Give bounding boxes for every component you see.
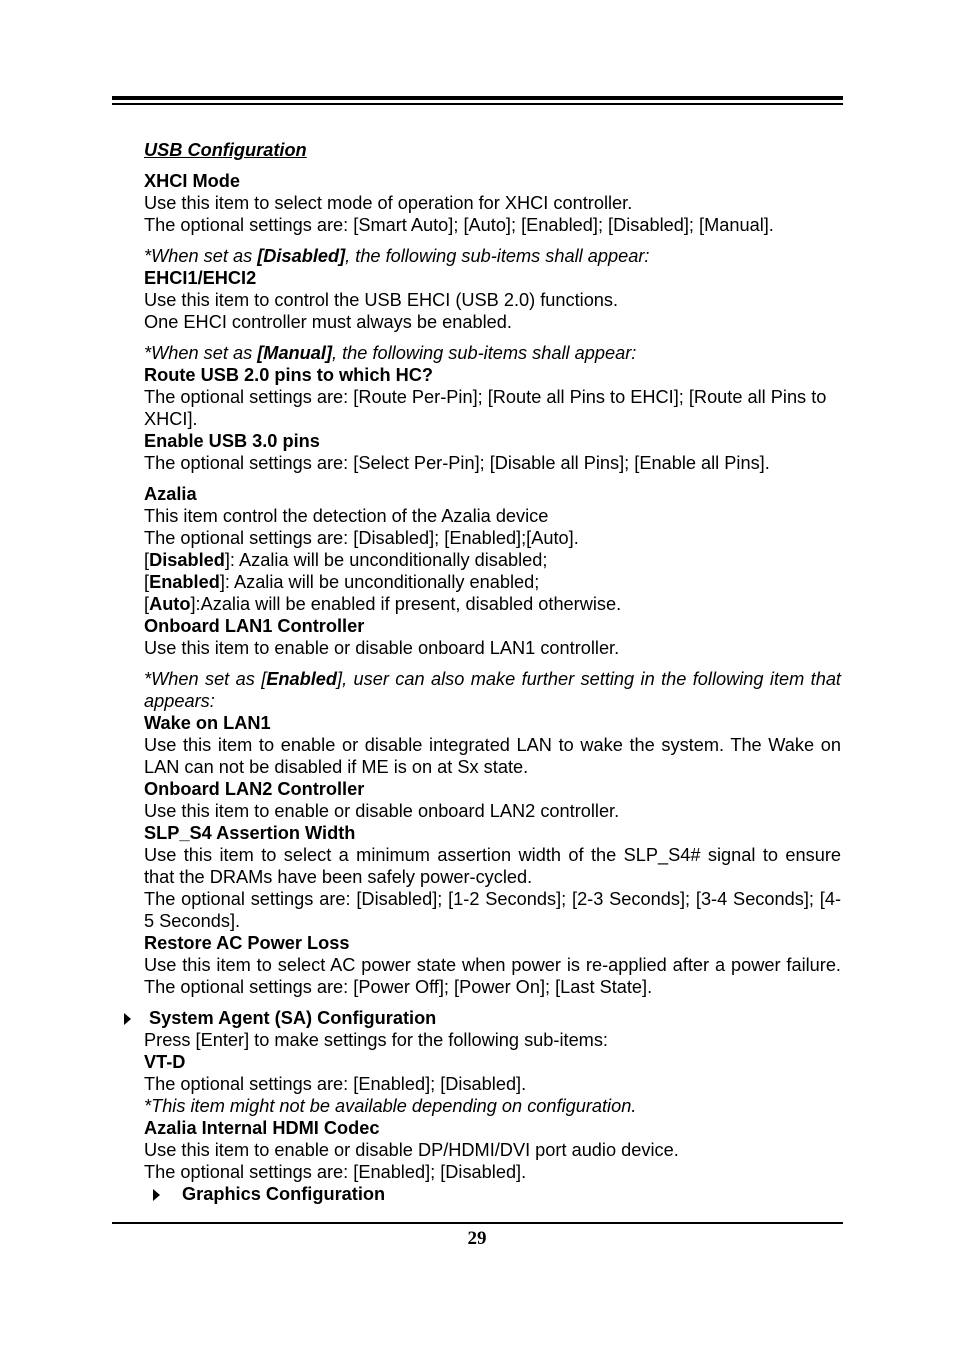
lan1-desc: Use this item to enable or disable onboard LAN1 controller. xyxy=(144,638,620,658)
wol-title: Wake on LAN1 xyxy=(144,713,271,733)
section-title: USB Configuration xyxy=(144,140,307,160)
azalia-title: Azalia xyxy=(144,484,197,504)
page-number: 29 xyxy=(467,1228,487,1249)
usb3-options: The optional settings are: [Select Per-Pin]; [Disable all Pins]; [Enable all Pins]. xyxy=(144,453,770,473)
azalia-opt-disabled: [Disabled]: Azalia will be unconditionally disabled; xyxy=(144,550,548,570)
hdmi-options: The optional settings are: [Enabled]; [Disabled]. xyxy=(144,1162,527,1182)
route-usb-title: Route USB 2.0 pins to which HC? xyxy=(144,365,433,385)
triangle-right-icon xyxy=(153,1189,160,1201)
header-rule-thin xyxy=(112,103,843,105)
xhci-mode-options: The optional settings are: [Smart Auto]; [Auto]; [Enabled]; [Disabled]; [Manual]. xyxy=(144,215,774,235)
hdmi-desc: Use this item to enable or disable DP/HDMI/DVI port audio device. xyxy=(144,1140,679,1160)
slp-options: The optional settings are: [Disabled]; [1-2 Seconds]; [2-3 Seconds]; [3-4 Seconds]; [4-5 Seconds]. xyxy=(144,889,841,931)
azalia-opt-enabled: [Enabled]: Azalia will be unconditionally enabled; xyxy=(144,572,540,592)
header-rule-thick xyxy=(112,96,843,100)
sa-heading xyxy=(144,1007,841,1029)
vtd-title: VT-D xyxy=(144,1052,186,1072)
sa-title: System Agent (SA) Configuration xyxy=(149,1008,437,1028)
graphics-title: Graphics Configuration xyxy=(182,1184,386,1204)
page-content xyxy=(144,139,841,1205)
triangle-right-icon xyxy=(124,1013,131,1025)
disabled-note: *When set as [Disabled], the following sub-items shall appear: xyxy=(144,246,650,266)
ac-title: Restore AC Power Loss xyxy=(144,933,350,953)
usb3-title: Enable USB 3.0 pins xyxy=(144,431,320,451)
slp-desc: Use this item to select a minimum assertion width of the SLP_S4# signal to ensure that the DRAMs have been safely power-cycled. xyxy=(144,845,841,887)
route-usb-options: The optional settings are: [Route Per-Pin]; [Route all Pins to EHCI]; [Route all Pins to XHCI]. xyxy=(144,387,827,429)
xhci-mode-desc: Use this item to select mode of operation for XHCI controller. xyxy=(144,193,633,213)
sa-desc: Press [Enter] to make settings for the following sub-items: xyxy=(144,1030,608,1050)
azalia-desc: This item control the detection of the Azalia device xyxy=(144,506,549,526)
graphics-heading xyxy=(144,1183,841,1205)
manual-note: *When set as [Manual], the following sub-items shall appear: xyxy=(144,343,637,363)
hdmi-title: Azalia Internal HDMI Codec xyxy=(144,1118,380,1138)
azalia-opt-auto: [Auto]:Azalia will be enabled if present, disabled otherwise. xyxy=(144,594,622,614)
ehci-desc: Use this item to control the USB EHCI (USB 2.0) functions. xyxy=(144,290,619,310)
vtd-options: The optional settings are: [Enabled]; [Disabled]. xyxy=(144,1074,527,1094)
slp-title: SLP_S4 Assertion Width xyxy=(144,823,356,843)
lan1-title: Onboard LAN1 Controller xyxy=(144,616,365,636)
azalia-options: The optional settings are: [Disabled]; [Enabled];[Auto]. xyxy=(144,528,579,548)
wol-desc: Use this item to enable or disable integrated LAN to wake the system. The Wake on LAN can not be disabled if ME is on at Sx state. xyxy=(144,735,841,777)
ehci-title: EHCI1/EHCI2 xyxy=(144,268,257,288)
ac-desc: Use this item to select AC power state when power is re-applied after a power failure. The optional settings are: [Power Off]; [Power On]; [Last State]. xyxy=(144,955,841,997)
lan2-title: Onboard LAN2 Controller xyxy=(144,779,365,799)
vtd-note: *This item might not be available depending on configuration. xyxy=(144,1096,637,1116)
xhci-mode-title: XHCI Mode xyxy=(144,171,240,191)
footer-rule xyxy=(112,1222,843,1224)
enabled-note: *When set as [Enabled], user can also make further setting in the following item that appears: xyxy=(144,669,841,711)
lan2-desc: Use this item to enable or disable onboard LAN2 controller. xyxy=(144,801,620,821)
ehci-note: One EHCI controller must always be enabled. xyxy=(144,312,512,332)
